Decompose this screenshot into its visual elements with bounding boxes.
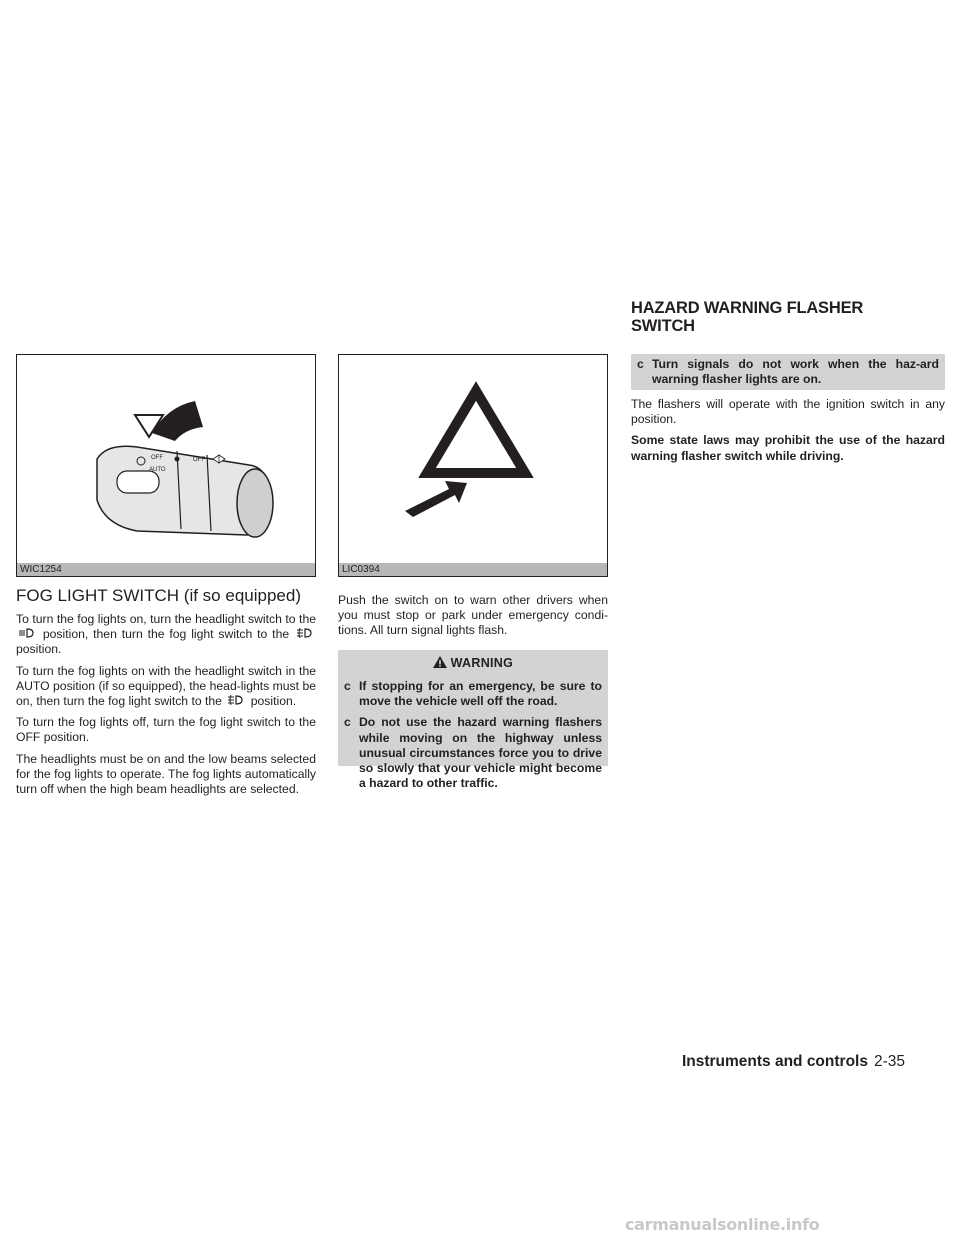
fog-paragraph-3: To turn the fog lights off, turn the fog light switch to the OFF position. bbox=[16, 715, 316, 745]
figure-caption-bar bbox=[17, 563, 315, 576]
warning-title: WARNING bbox=[338, 656, 608, 671]
hazard-illustration bbox=[339, 355, 607, 563]
warning-box bbox=[338, 650, 608, 791]
fog-paragraph-4: The headlights must be on and the low beams selected for the fog lights to operate. The fog lights automatically turn off when the high beam headlights are selected. bbox=[16, 751, 316, 797]
page-number: 2-35 bbox=[873, 1053, 905, 1070]
section-heading bbox=[631, 299, 931, 335]
fog-light-title: FOG LIGHT SWITCH (if so equipped) bbox=[16, 586, 301, 605]
warning-icon bbox=[433, 656, 447, 668]
note-box bbox=[631, 354, 945, 390]
figure-caption-bar bbox=[339, 563, 607, 576]
fog-light-icon bbox=[294, 627, 316, 639]
hazard-paragraph-1: Push the switch on to warn other drivers when you must stop or park under emergency condi-tions. All turn signal lights flash. bbox=[338, 593, 608, 638]
warning-item: c Do not use the hazard warning flashers while moving on the highway unless unusual circumstances force you to drive so slowly that your vehicle might become a hazard to other traffic. bbox=[344, 715, 602, 791]
hazard-paragraph-3: Some state laws may prohibit the use of the hazard warning flasher switch while driving. bbox=[631, 433, 945, 463]
note-item: c Turn signals do not work when the haz-ard warning flasher lights are on. bbox=[637, 357, 939, 387]
fog-paragraph-2: To turn the fog lights on with the headlight switch in the AUTO position (if so equipped), the head-lights must be on, then turn the fog light switch to the position. bbox=[16, 663, 316, 709]
fog-light-icon bbox=[225, 694, 247, 706]
figure-code: LIC0394 bbox=[342, 564, 380, 575]
label-auto: AUTO bbox=[149, 467, 166, 473]
figure-code: WIC1254 bbox=[20, 564, 62, 575]
low-beam-icon bbox=[16, 627, 38, 639]
hazard-paragraph-2: The flashers will operate with the ignition switch in any position. bbox=[631, 397, 945, 427]
warning-item: c If stopping for an emergency, be sure to move the vehicle well off the road. bbox=[344, 679, 602, 709]
footer-section-title: Instruments and controls bbox=[681, 1053, 868, 1070]
hazard-right-body bbox=[631, 397, 945, 470]
note-list bbox=[631, 354, 945, 387]
fog-switch-figure bbox=[16, 354, 316, 577]
fog-light-body bbox=[16, 612, 316, 803]
bullet-icon: c bbox=[637, 357, 644, 371]
label-off-2: OFF bbox=[193, 457, 205, 463]
warning-list bbox=[344, 679, 602, 797]
press-arrow-icon bbox=[405, 481, 467, 517]
bullet-icon: c bbox=[344, 679, 351, 693]
hazard-triangle-icon bbox=[427, 391, 525, 473]
label-off-1: OFF bbox=[151, 455, 163, 461]
page-footer bbox=[682, 1052, 905, 1072]
hazard-switch-figure bbox=[338, 354, 608, 577]
section-heading-line1: HAZARD WARNING FLASHER bbox=[631, 299, 864, 317]
fog-paragraph-1: To turn the fog lights on, turn the headlight switch to the position, then turn the fog light switch to the position. bbox=[16, 612, 316, 657]
watermark: carmanualsonline.info bbox=[625, 1215, 820, 1234]
fog-switch-illustration bbox=[17, 355, 315, 563]
section-heading-line2: SWITCH bbox=[631, 317, 695, 335]
bullet-icon: c bbox=[344, 715, 351, 730]
hazard-body bbox=[338, 593, 608, 645]
